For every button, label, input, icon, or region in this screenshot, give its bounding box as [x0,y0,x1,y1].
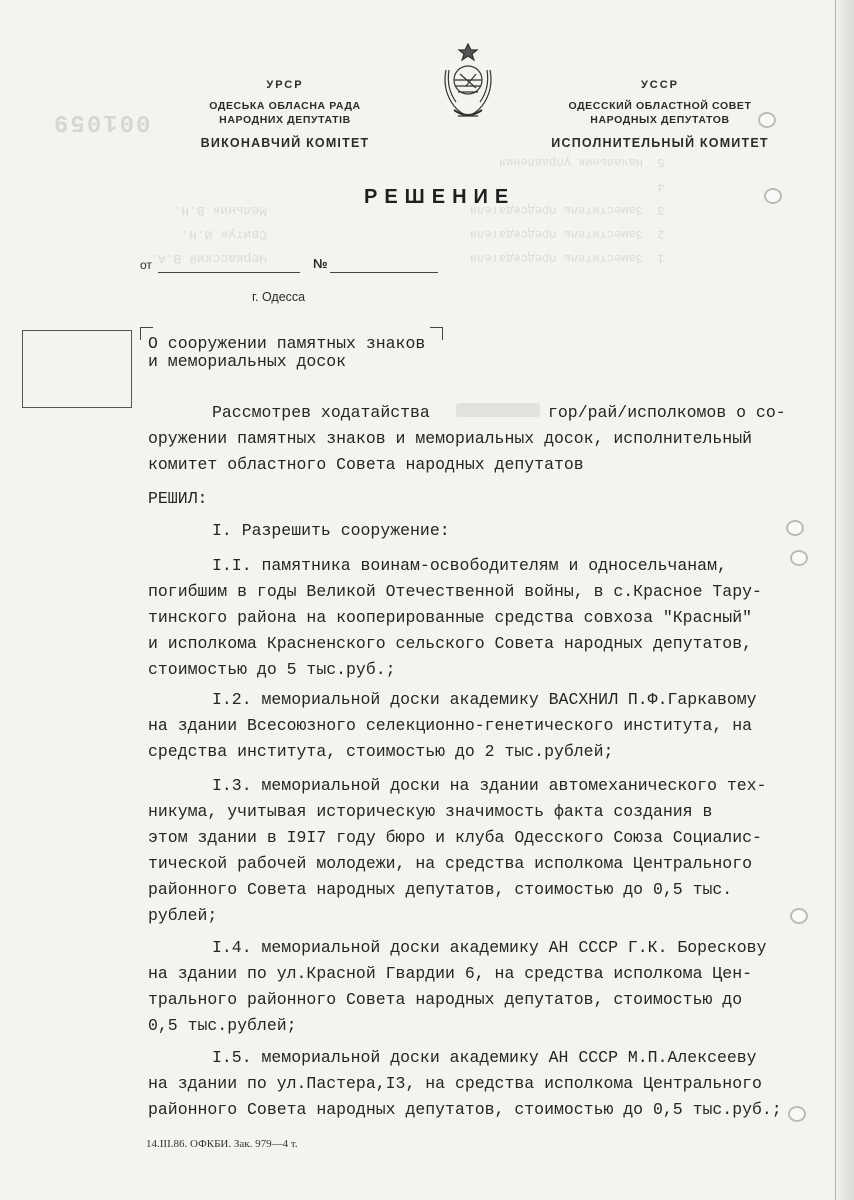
redaction-blot [456,403,540,417]
print-footer: 14.III.86. ОФКБИ. Зак. 979—4 т. [146,1138,298,1150]
binder-hole-mark [790,550,808,566]
body-line: трального районного Совета народных депутатов, стоимостью до [148,990,743,1009]
show-through-text: 1. Заместитель председателя 2. Заместитель председателя 3. Заместитель председателя 4. 5. Начальник управления [470,155,665,265]
document-title: РЕШЕНИЕ [364,186,516,208]
body-line: I.2. мемориальной доски академику ВАСХНИЛ П.Ф.Гаркавому [212,690,757,709]
from-label: от [140,258,152,272]
body-line: на здании Всесоюзного селекционно-генетического института, на [148,716,752,735]
state-emblem-icon [436,40,500,124]
subject-corner-mark [430,327,443,340]
body-line: тинского района на кооперированные средства совхоза "Красный" [148,608,752,627]
executive-committee: ИСПОЛНИТЕЛЬНЫЙ КОМИТЕТ [551,136,769,150]
council-line-2: НАРОДНИХ ДЕПУТАТІВ [219,114,351,126]
city-label: г. Одесса [252,290,306,304]
council-line-1: ОДЕСЬКА ОБЛАСНА РАДА [209,100,361,112]
body-line: I.3. мемориальной доски на здании автомеханического тех- [212,776,767,795]
body-line: I.I. памятника воинам-освободителям и односельчанам, [212,556,727,575]
point-heading: I. Разрешить сооружение: [212,521,450,540]
body-line: Рассмотрев ходатайства [212,403,430,422]
registration-box [22,330,132,408]
body-line: районного Совета народных депутатов, стоимостью до 0,5 тыс.руб.; [148,1100,782,1119]
subject-block [148,335,425,371]
number-field-line [330,272,438,273]
body-line: 0,5 тыс.рублей; [148,1016,297,1035]
body-line: оружении памятных знаков и мемориальных досок, исполнительный [148,429,752,448]
body-line: на здании по ул.Красной Гвардии 6, на средства исполкома Цен- [148,964,752,983]
body-line: и исполкома Красненского сельского Совета народных депутатов, [148,634,752,653]
subject-line-1: О сооружении памятных знаков [148,334,426,353]
council-line-2: НАРОДНЫХ ДЕПУТАТОВ [590,114,730,126]
page-fold-line [835,0,836,1200]
body-line: I.5. мемориальной доски академику АН СССР М.П.Алексееву [212,1048,757,1067]
body-line: этом здании в I9I7 году бюро и клуба Одесского Союза Социалис- [148,828,762,847]
binder-hole-mark [786,520,804,536]
body-line: средства института, стоимостью до 2 тыс.рублей; [148,742,614,761]
republic-label: УССР [640,79,680,91]
subject-line-2: и мемориальных досок [148,352,347,371]
binder-hole-mark [788,1106,806,1122]
serial-number: 001059 [52,108,151,135]
show-through-names: Черкасский В.А. Свитук И.Н. Мельник В.Н. [150,203,268,266]
body-line: стоимостью до 5 тыс.руб.; [148,660,396,679]
binder-hole-mark [790,908,808,924]
body-line: на здании по ул.Пастера,I3, на средства исполкома Центрального [148,1074,762,1093]
header-russian [520,79,800,150]
executive-committee: ВИКОНАВЧИЙ КОМІТЕТ [200,136,370,150]
council-line-1: ОДЕССКИЙ ОБЛАСТНОЙ СОВЕТ [568,100,752,112]
body-line: никума, учитывая историческую значимость факта создания в [148,802,713,821]
republic-label: УРСР [266,79,304,91]
number-label: № [313,256,328,271]
body-line: рублей; [148,906,218,925]
body-line: гор/рай/исполкомов о со- [548,403,786,422]
body-line: районного Совета народных депутатов, стоимостью до 0,5 тыс. [148,880,733,899]
body-line: погибшим в годы Великой Отечественной войны, в с.Красное Тару- [148,582,762,601]
body-line: I.4. мемориальной доски академику АН СССР Г.К. Борескову [212,938,767,957]
body-line: комитет областного Совета народных депутатов [148,455,584,474]
binder-hole-mark [758,112,776,128]
date-field-line [158,272,300,273]
binder-hole-mark [764,188,782,204]
body-line: тической рабочей молодежи, на средства исполкома Центрального [148,854,752,873]
resolved-heading: РЕШИЛ: [148,489,208,508]
header-ukrainian [160,79,410,150]
